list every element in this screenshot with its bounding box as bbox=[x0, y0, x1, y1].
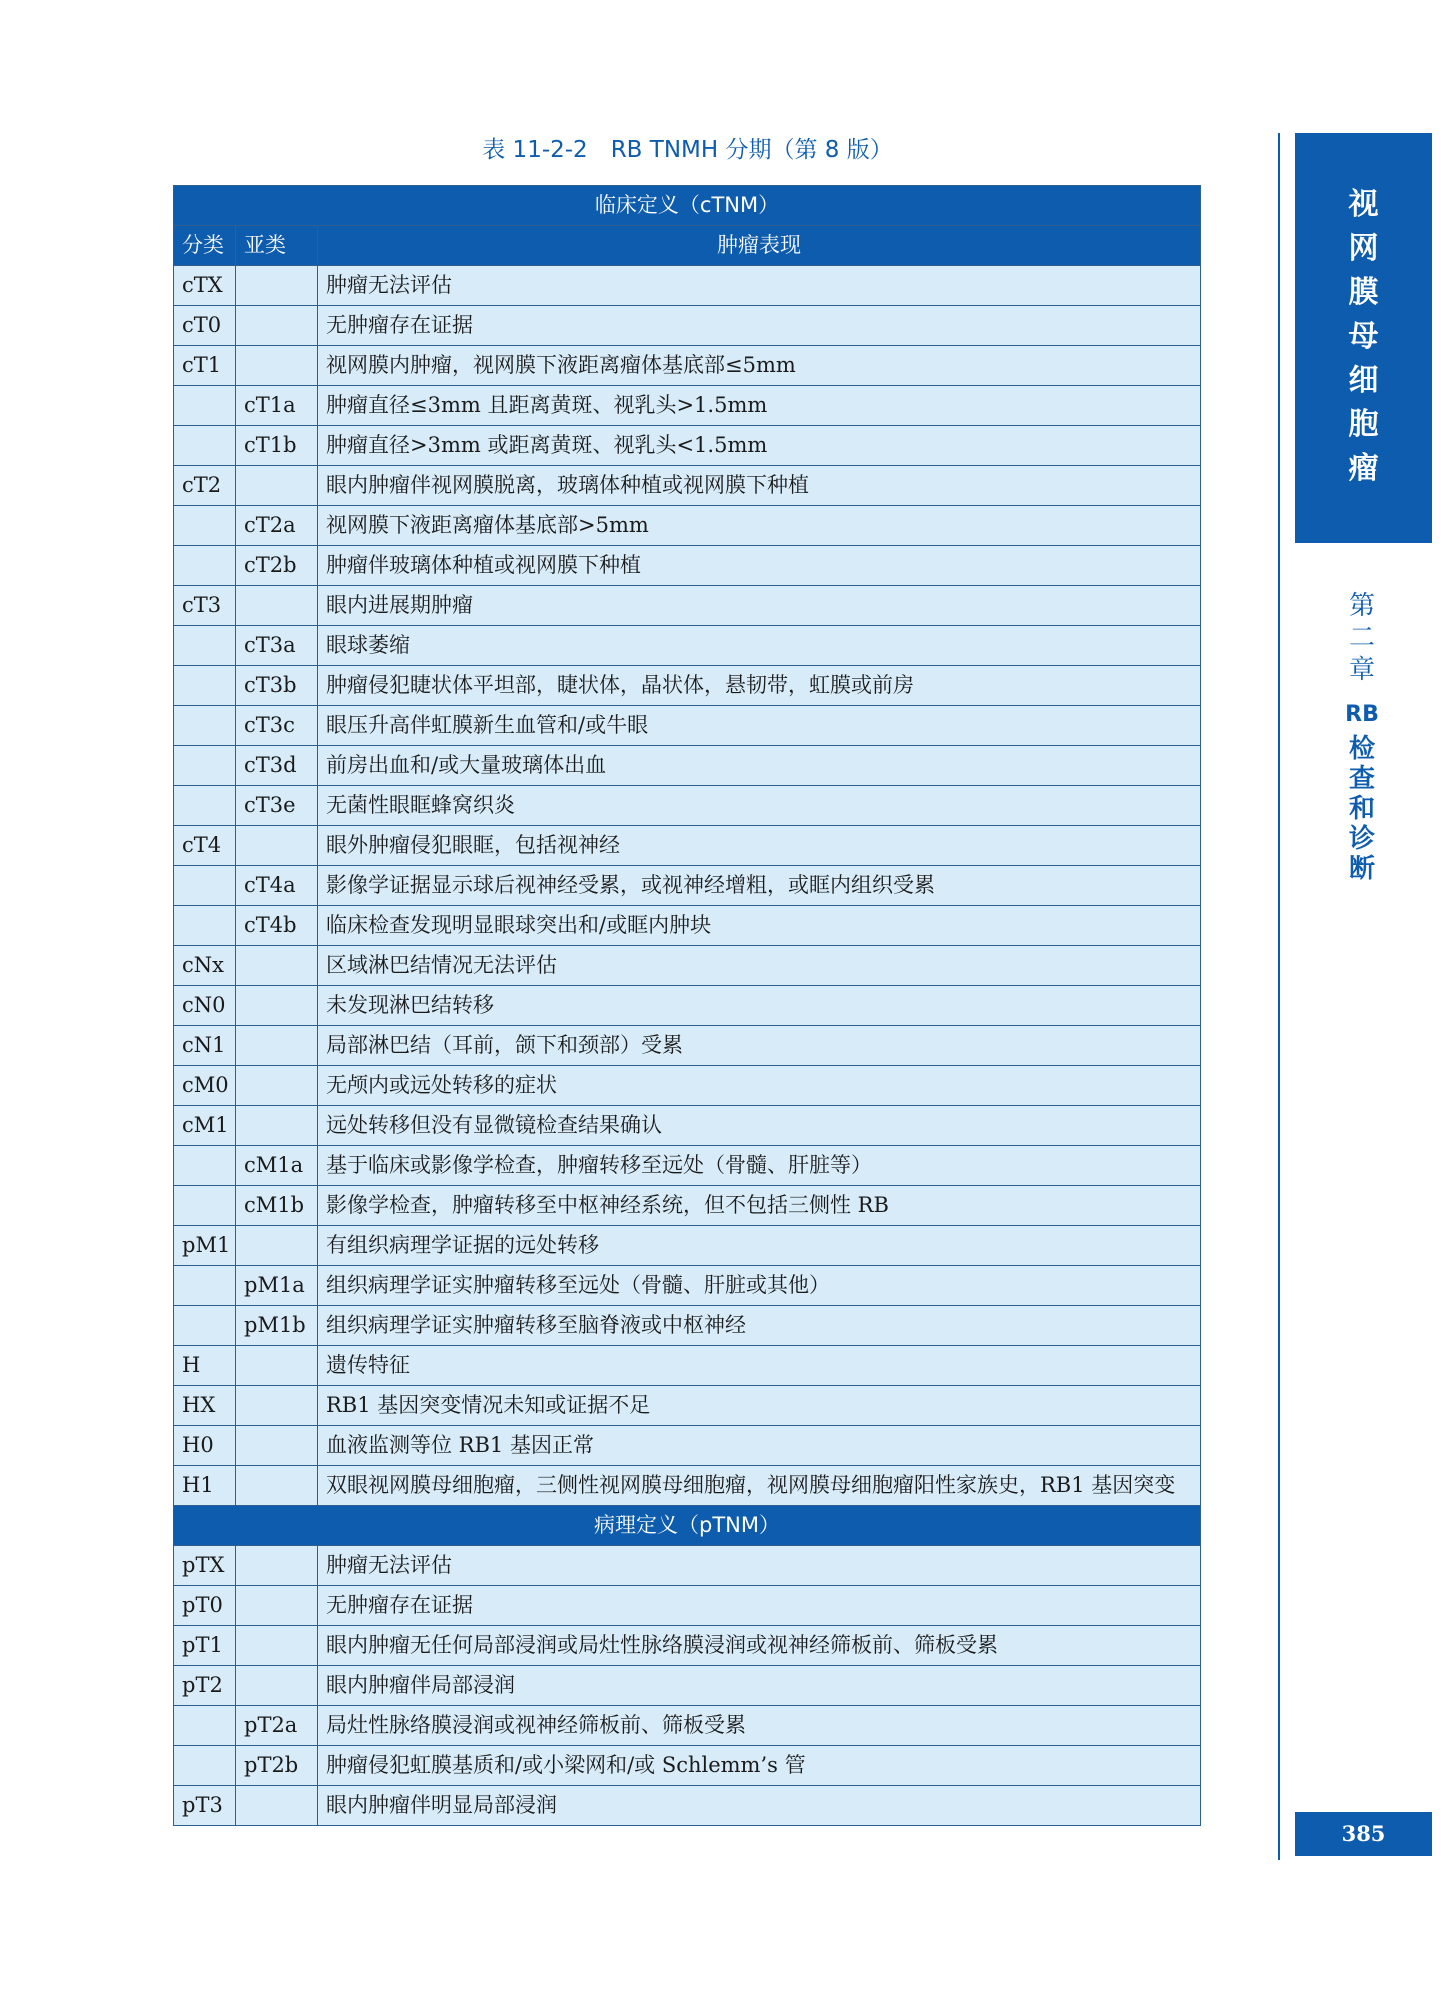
book-title-char: 瘤 bbox=[1348, 451, 1379, 486]
table-row bbox=[174, 666, 1201, 706]
category-cell: cTX bbox=[174, 266, 236, 306]
subcategory-cell bbox=[236, 1546, 318, 1586]
table-row bbox=[174, 1066, 1201, 1106]
category-cell bbox=[174, 1146, 236, 1186]
description-cell: 无肿瘤存在证据 bbox=[318, 1586, 1201, 1626]
table-row bbox=[174, 1386, 1201, 1426]
subcategory-cell bbox=[236, 586, 318, 626]
book-title-char: 网 bbox=[1348, 231, 1379, 266]
chapter-label-vertical bbox=[1340, 590, 1384, 686]
category-cell: cNx bbox=[174, 946, 236, 986]
table-row bbox=[174, 1346, 1201, 1386]
category-cell: cT2 bbox=[174, 466, 236, 506]
book-title-char: 母 bbox=[1348, 319, 1379, 354]
subcategory-cell: pM1a bbox=[236, 1266, 318, 1306]
description-cell: 眼外肿瘤侵犯眼眶，包括视神经 bbox=[318, 826, 1201, 866]
description-cell: 无菌性眼眶蜂窝织炎 bbox=[318, 786, 1201, 826]
subcategory-cell: cT3b bbox=[236, 666, 318, 706]
description-cell: 眼内肿瘤伴视网膜脱离，玻璃体种植或视网膜下种植 bbox=[318, 466, 1201, 506]
description-cell: 远处转移但没有显微镜检查结果确认 bbox=[318, 1106, 1201, 1146]
table-row bbox=[174, 1186, 1201, 1226]
subcategory-cell bbox=[236, 306, 318, 346]
subcategory-cell: cT1b bbox=[236, 426, 318, 466]
subcategory-cell: cT4b bbox=[236, 906, 318, 946]
category-cell bbox=[174, 506, 236, 546]
subcategory-cell: cT2a bbox=[236, 506, 318, 546]
book-title-char: 膜 bbox=[1348, 275, 1379, 310]
subcategory-cell: cM1a bbox=[236, 1146, 318, 1186]
subcategory-cell bbox=[236, 1426, 318, 1466]
section-prefix: RB bbox=[1345, 702, 1379, 727]
table-row bbox=[174, 866, 1201, 906]
description-cell: 肿瘤无法评估 bbox=[318, 1546, 1201, 1586]
subcategory-cell bbox=[236, 1586, 318, 1626]
chapter-char: 二 bbox=[1348, 623, 1375, 653]
subcategory-cell: pT2b bbox=[236, 1746, 318, 1786]
table-row bbox=[174, 1026, 1201, 1066]
category-cell: cT1 bbox=[174, 346, 236, 386]
table-row bbox=[174, 266, 1201, 306]
description-cell: 双眼视网膜母细胞瘤，三侧性视网膜母细胞瘤，视网膜母细胞瘤阳性家族史，RB1 基因突变 bbox=[318, 1466, 1201, 1506]
category-cell: H1 bbox=[174, 1466, 236, 1506]
subcategory-cell bbox=[236, 1666, 318, 1706]
description-cell: 未发现淋巴结转移 bbox=[318, 986, 1201, 1026]
section-char: 断 bbox=[1348, 854, 1375, 884]
description-cell: 眼球萎缩 bbox=[318, 626, 1201, 666]
category-cell: pTX bbox=[174, 1546, 236, 1586]
subcategory-cell bbox=[236, 1786, 318, 1826]
category-cell: cT4 bbox=[174, 826, 236, 866]
subcategory-cell: cT3a bbox=[236, 626, 318, 666]
description-cell: 眼内进展期肿瘤 bbox=[318, 586, 1201, 626]
subcategory-cell bbox=[236, 346, 318, 386]
book-title-char: 胞 bbox=[1348, 407, 1379, 442]
description-cell: 局部淋巴结（耳前，颌下和颈部）受累 bbox=[318, 1026, 1201, 1066]
table-header-row bbox=[174, 226, 1201, 266]
category-cell bbox=[174, 706, 236, 746]
description-cell: 眼压升高伴虹膜新生血管和/或牛眼 bbox=[318, 706, 1201, 746]
table-row bbox=[174, 1266, 1201, 1306]
category-cell bbox=[174, 1306, 236, 1346]
table-row bbox=[174, 1626, 1201, 1666]
column-header-subcategory: 亚类 bbox=[236, 226, 318, 266]
table-row bbox=[174, 1466, 1201, 1506]
subcategory-cell: cT3d bbox=[236, 746, 318, 786]
description-cell: RB1 基因突变情况未知或证据不足 bbox=[318, 1386, 1201, 1426]
section-header-pathological bbox=[174, 1506, 1201, 1546]
table-row bbox=[174, 1306, 1201, 1346]
category-cell bbox=[174, 426, 236, 466]
table-row bbox=[174, 1106, 1201, 1146]
category-cell: H0 bbox=[174, 1426, 236, 1466]
table-row bbox=[174, 386, 1201, 426]
description-cell: 组织病理学证实肿瘤转移至脑脊液或中枢神经 bbox=[318, 1306, 1201, 1346]
description-cell: 前房出血和/或大量玻璃体出血 bbox=[318, 746, 1201, 786]
table-row bbox=[174, 1706, 1201, 1746]
description-cell: 肿瘤直径≤3mm 且距离黄斑、视乳头>1.5mm bbox=[318, 386, 1201, 426]
category-cell bbox=[174, 786, 236, 826]
category-cell bbox=[174, 1746, 236, 1786]
subcategory-cell: cM1b bbox=[236, 1186, 318, 1226]
chapter-char: 第 bbox=[1348, 591, 1375, 621]
table-row bbox=[174, 786, 1201, 826]
category-cell bbox=[174, 1266, 236, 1306]
table-row bbox=[174, 1586, 1201, 1626]
section-char: 查 bbox=[1348, 764, 1375, 794]
table-row bbox=[174, 986, 1201, 1026]
section-char: 检 bbox=[1348, 734, 1375, 764]
column-header-description: 肿瘤表现 bbox=[318, 226, 1201, 266]
description-cell: 临床检查发现明显眼球突出和/或眶内肿块 bbox=[318, 906, 1201, 946]
category-cell: pM1 bbox=[174, 1226, 236, 1266]
category-cell: pT1 bbox=[174, 1626, 236, 1666]
subcategory-cell: cT4a bbox=[236, 866, 318, 906]
description-cell: 肿瘤侵犯睫状体平坦部，睫状体，晶状体，悬韧带，虹膜或前房 bbox=[318, 666, 1201, 706]
table-row bbox=[174, 1146, 1201, 1186]
category-cell: HX bbox=[174, 1386, 236, 1426]
description-cell: 眼内肿瘤无任何局部浸润或局灶性脉络膜浸润或视神经筛板前、筛板受累 bbox=[318, 1626, 1201, 1666]
category-cell bbox=[174, 546, 236, 586]
section-label-vertical bbox=[1340, 700, 1384, 884]
table-row bbox=[174, 466, 1201, 506]
subcategory-cell: cT3e bbox=[236, 786, 318, 826]
subcategory-cell bbox=[236, 1106, 318, 1146]
table-row bbox=[174, 546, 1201, 586]
description-cell: 眼内肿瘤伴局部浸润 bbox=[318, 1666, 1201, 1706]
table-row bbox=[174, 1666, 1201, 1706]
section-char: 诊 bbox=[1348, 824, 1375, 854]
category-cell bbox=[174, 1706, 236, 1746]
description-cell: 肿瘤无法评估 bbox=[318, 266, 1201, 306]
category-cell bbox=[174, 386, 236, 426]
section-title: 临床定义（cTNM） bbox=[174, 186, 1201, 226]
category-cell bbox=[174, 1186, 236, 1226]
subcategory-cell bbox=[236, 1346, 318, 1386]
category-cell: H bbox=[174, 1346, 236, 1386]
category-cell bbox=[174, 626, 236, 666]
category-cell: cT3 bbox=[174, 586, 236, 626]
sidebar-book-title-tab bbox=[1295, 133, 1432, 543]
chapter-char: 章 bbox=[1348, 655, 1375, 685]
table-row bbox=[174, 626, 1201, 666]
category-cell bbox=[174, 906, 236, 946]
description-cell: 无颅内或远处转移的症状 bbox=[318, 1066, 1201, 1106]
table-row bbox=[174, 746, 1201, 786]
table-row bbox=[174, 306, 1201, 346]
subcategory-cell bbox=[236, 1226, 318, 1266]
description-cell: 肿瘤伴玻璃体种植或视网膜下种植 bbox=[318, 546, 1201, 586]
description-cell: 组织病理学证实肿瘤转移至远处（骨髓、肝脏或其他） bbox=[318, 1266, 1201, 1306]
category-cell: cM0 bbox=[174, 1066, 236, 1106]
margin-divider-line bbox=[1278, 133, 1280, 1860]
page-number: 385 bbox=[1341, 1821, 1386, 1846]
subcategory-cell: cT2b bbox=[236, 546, 318, 586]
table-row bbox=[174, 1786, 1201, 1826]
subcategory-cell: pM1b bbox=[236, 1306, 318, 1346]
category-cell: pT0 bbox=[174, 1586, 236, 1626]
category-cell: pT3 bbox=[174, 1786, 236, 1826]
description-cell: 肿瘤侵犯虹膜基质和/或小梁网和/或 Schlemm’s 管 bbox=[318, 1746, 1201, 1786]
column-header-category: 分类 bbox=[174, 226, 236, 266]
description-cell: 视网膜下液距离瘤体基底部>5mm bbox=[318, 506, 1201, 546]
description-cell: 眼内肿瘤伴明显局部浸润 bbox=[318, 1786, 1201, 1826]
subcategory-cell bbox=[236, 266, 318, 306]
subcategory-cell bbox=[236, 1066, 318, 1106]
table-row bbox=[174, 346, 1201, 386]
category-cell: pT2 bbox=[174, 1666, 236, 1706]
table-row bbox=[174, 946, 1201, 986]
description-cell: 有组织病理学证据的远处转移 bbox=[318, 1226, 1201, 1266]
subcategory-cell bbox=[236, 1026, 318, 1066]
category-cell: cN0 bbox=[174, 986, 236, 1026]
description-cell: 基于临床或影像学检查，肿瘤转移至远处（骨髓、肝脏等） bbox=[318, 1146, 1201, 1186]
book-title-vertical bbox=[1295, 183, 1432, 491]
book-title-char: 视 bbox=[1348, 187, 1379, 222]
page-number-box bbox=[1295, 1812, 1432, 1856]
table-row bbox=[174, 906, 1201, 946]
description-cell: 区域淋巴结情况无法评估 bbox=[318, 946, 1201, 986]
subcategory-cell bbox=[236, 1466, 318, 1506]
table-row bbox=[174, 826, 1201, 866]
category-cell bbox=[174, 666, 236, 706]
section-title: 病理定义（pTNM） bbox=[174, 1506, 1201, 1546]
description-cell: 血液监测等位 RB1 基因正常 bbox=[318, 1426, 1201, 1466]
description-cell: 局灶性脉络膜浸润或视神经筛板前、筛板受累 bbox=[318, 1706, 1201, 1746]
description-cell: 影像学证据显示球后视神经受累，或视神经增粗，或眶内组织受累 bbox=[318, 866, 1201, 906]
subcategory-cell bbox=[236, 1626, 318, 1666]
subcategory-cell: cT3c bbox=[236, 706, 318, 746]
description-cell: 影像学检查，肿瘤转移至中枢神经系统，但不包括三侧性 RB bbox=[318, 1186, 1201, 1226]
table-row bbox=[174, 706, 1201, 746]
table-row bbox=[174, 1746, 1201, 1786]
description-cell: 视网膜内肿瘤，视网膜下液距离瘤体基底部≤5mm bbox=[318, 346, 1201, 386]
table-row bbox=[174, 1426, 1201, 1466]
category-cell: cT0 bbox=[174, 306, 236, 346]
section-header-clinical bbox=[174, 186, 1201, 226]
subcategory-cell bbox=[236, 826, 318, 866]
subcategory-cell: cT1a bbox=[236, 386, 318, 426]
table-row bbox=[174, 506, 1201, 546]
book-title-char: 细 bbox=[1348, 363, 1379, 398]
subcategory-cell bbox=[236, 946, 318, 986]
category-cell bbox=[174, 866, 236, 906]
subcategory-cell: pT2a bbox=[236, 1706, 318, 1746]
table-row bbox=[174, 586, 1201, 626]
description-cell: 无肿瘤存在证据 bbox=[318, 306, 1201, 346]
table-row bbox=[174, 1226, 1201, 1266]
subcategory-cell bbox=[236, 466, 318, 506]
table-row bbox=[174, 426, 1201, 466]
table-caption: 表 11-2-2 RB TNMH 分期（第 8 版） bbox=[482, 137, 893, 163]
section-char: 和 bbox=[1348, 794, 1375, 824]
table-row bbox=[174, 1546, 1201, 1586]
tnm-staging-table bbox=[173, 185, 1201, 1826]
category-cell bbox=[174, 746, 236, 786]
subcategory-cell bbox=[236, 1386, 318, 1426]
category-cell: cN1 bbox=[174, 1026, 236, 1066]
subcategory-cell bbox=[236, 986, 318, 1026]
description-cell: 遗传特征 bbox=[318, 1346, 1201, 1386]
category-cell: cM1 bbox=[174, 1106, 236, 1146]
description-cell: 肿瘤直径>3mm 或距离黄斑、视乳头<1.5mm bbox=[318, 426, 1201, 466]
